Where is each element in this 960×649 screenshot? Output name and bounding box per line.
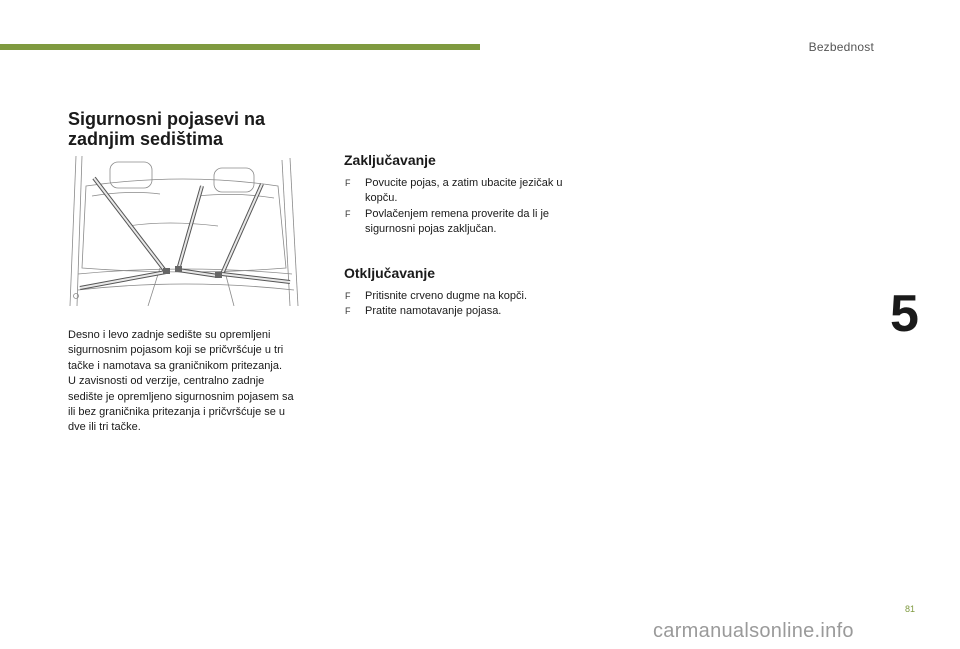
- chapter-number: 5: [890, 285, 919, 343]
- unlocking-steps: [344, 289, 594, 320]
- page-number: 81: [905, 604, 916, 614]
- list-item: F Pratite namotavanje pojasa.: [344, 304, 594, 319]
- bullet-marker: F: [345, 291, 351, 301]
- locking-steps: [344, 176, 594, 238]
- intro-paragraph: Desno i levo zadnje sedište su opremljeni sigurnosnim pojasom koji se pričvršćuje u tri tačke i namotava sa graničnikom pritezanja. U zavisnosti od verzije, centralno zadnje sedište je opremljeno sigurnosnim pojasem sa ili bez graničnika pritezanja i pričvršćuje se u dve ili tri tačke.: [68, 329, 294, 434]
- list-item: F Povlačenjem remena proverite da li je sigurnosni pojas zaključan.: [345, 207, 550, 236]
- bullet-marker: F: [345, 178, 351, 188]
- header-accent-bar: [0, 44, 480, 50]
- list-item: F Povucite pojas, a zatim ubacite jezičak u kopču.: [345, 177, 563, 205]
- page-title: Sigurnosni pojasevi na zadnjim sedištima: [68, 109, 266, 149]
- locking-heading: Zaključavanje: [344, 152, 436, 168]
- watermark: carmanualsonline.info: [653, 620, 854, 642]
- section-label: Bezbednost: [808, 40, 874, 54]
- rear-seat-belts-illustration: [68, 156, 300, 306]
- bullet-marker: F: [345, 208, 351, 219]
- list-item: F Pritisnite crveno dugme na kopči.: [344, 289, 594, 304]
- unlocking-heading: Otključavanje: [344, 265, 436, 281]
- bullet-marker: F: [345, 306, 351, 317]
